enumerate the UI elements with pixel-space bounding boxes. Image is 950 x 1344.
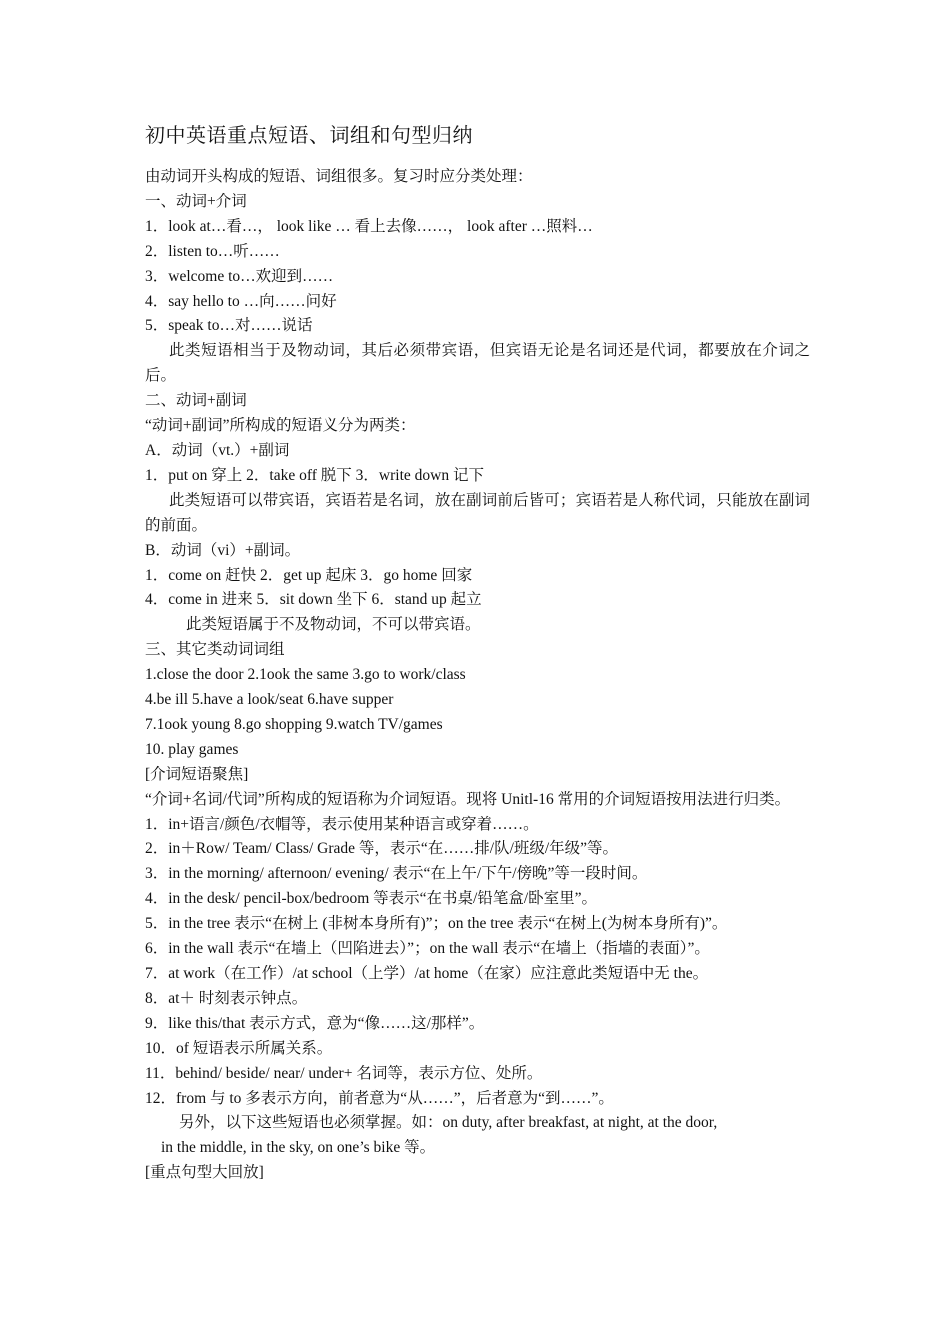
section-heading: [重点句型大回放] (145, 1164, 264, 1182)
list-item: 2．in＋Row/ Team/ Class/ Grade 等，表示“在……排/队/班级/年级”等。 (145, 840, 619, 858)
section-heading: 二、动词+副词 (145, 392, 247, 410)
document-title: 初中英语重点短语、词组和句型归纳 (145, 125, 473, 147)
list-item: 6．in the wall 表示“在墙上（凹陷进去）”；on the wall 表示“在墙上（指墙的表面）”。 (145, 940, 710, 958)
list-item: 7．at work（在工作）/at school（上学）/at home（在家）应注意此类短语中无 the。 (145, 965, 709, 982)
note-paragraph: 另外，以下这些短语也必须掌握。如：on duty, after breakfast, at night, at the door, (179, 1114, 718, 1132)
list-item: 4．come in 进来 5．sit down 坐下 6．stand up 起立 (145, 591, 482, 609)
list-item: 12．from 与 to 多表示方向，前者意为“从……”，后者意为“到……”。 (145, 1089, 614, 1107)
list-item: 11．behind/ beside/ near/ under+ 名词等，表示方位、处所。 (145, 1064, 543, 1082)
list-item: 4.be ill 5.have a look/seat 6.have supper (145, 691, 394, 709)
list-item: 1．look at…看…， look like … 看上去像……， look after …照料… (145, 217, 593, 235)
subsection-heading: B．动词（vi）+副词。 (145, 541, 301, 559)
list-item: 9．like this/that 表示方式，意为“像……这/那样”。 (145, 1014, 485, 1032)
list-item: 8．at＋ 时刻表示钟点。 (145, 989, 308, 1007)
note-paragraph: in the middle, in the sky, on one’s bike 等。 (161, 1139, 436, 1157)
intro-line: 由动词开头构成的短语、词组很多。复习时应分类处理： (145, 168, 533, 185)
list-item: 3．in the morning/ afternoon/ evening/ 表示“在上午/下午/傍晚”等一段时间。 (145, 865, 648, 883)
list-item: 5．in the tree 表示“在树上 (非树本身所有)”；on the tree 表示“在树上(为树本身所有)”。 (145, 915, 728, 933)
list-item: 3．welcome to…欢迎到…… (145, 267, 334, 285)
section-heading: 三、其它类动词词组 (145, 641, 285, 659)
document-body (145, 165, 810, 1186)
list-item: 1．come on 赶快 2．get up 起床 3．go home 回家 (145, 566, 473, 584)
subsection-heading: A．动词（vt.）+副词 (145, 441, 290, 459)
note-paragraph: 此类短语相当于及物动词，其后必须带宾语，但宾语无论是名词还是代词，都要放在介词之后。 (145, 342, 810, 385)
list-item: 7.1ook young 8.go shopping 9.watch TV/games (145, 715, 443, 733)
note-paragraph: 此类短语可以带宾语，宾语若是名词，放在副词前后皆可；宾语若是人称代词，只能放在副词的前面。 (145, 491, 810, 534)
list-item: 1．in+语言/颜色/衣帽等，表示使用某种语言或穿着……。 (145, 815, 539, 833)
list-item: 4．in the desk/ pencil-box/bedroom 等表示“在书桌/铅笔盒/卧室里”。 (145, 890, 598, 908)
list-item: 1．put on 穿上 2．take off 脱下 3．write down 记下 (145, 466, 484, 484)
list-item: 2．listen to…听…… (145, 242, 280, 260)
list-item: 4．say hello to …向……问好 (145, 292, 337, 310)
paragraph-line: “介词+名词/代词”所构成的短语称为介词短语。现将 Unitl-16 常用的介词短语按用法进行归类。 (145, 790, 791, 808)
list-item: 10．of 短语表示所属关系。 (145, 1039, 333, 1057)
section-heading: [介词短语聚焦] (145, 765, 249, 783)
note-paragraph: 此类短语属于不及物动词，不可以带宾语。 (186, 616, 481, 634)
section-heading: 一、动词+介词 (145, 192, 247, 210)
list-item: 10. play games (145, 740, 239, 758)
list-item: 1.close the door 2.1ook the same 3.go to work/class (145, 666, 466, 684)
list-item: 5．speak to…对……说话 (145, 317, 313, 335)
paragraph-line: “动词+副词”所构成的短语义分为两类： (145, 417, 416, 435)
